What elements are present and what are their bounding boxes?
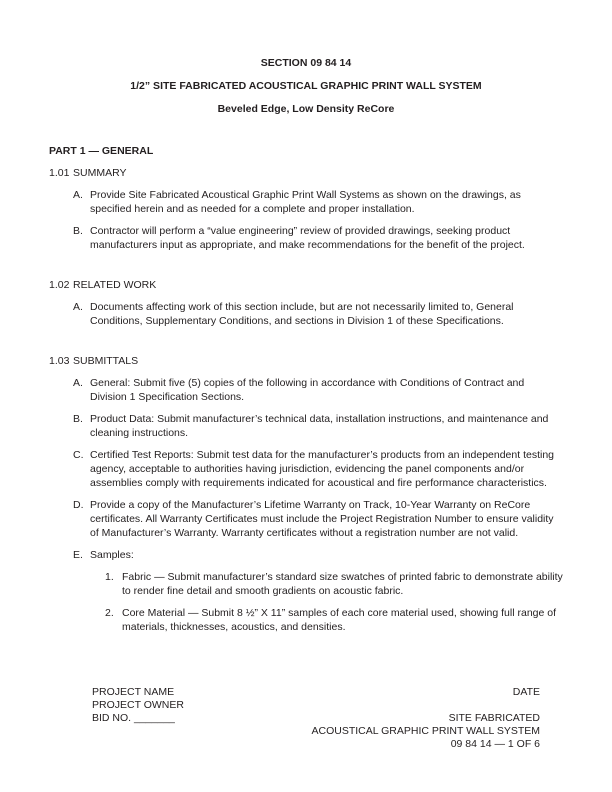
footer-right-line: SITE FABRICATED	[448, 712, 540, 724]
footer-right-line: 09 84 14 — 1 OF 6	[450, 738, 540, 750]
item-marker: A.	[73, 189, 83, 201]
section-number: 1.02	[49, 279, 70, 291]
spec-subitem	[90, 606, 563, 634]
spec-item	[49, 412, 563, 440]
section-number-heading: SECTION 09 84 14	[260, 57, 352, 69]
section-heading	[49, 166, 563, 180]
item-marker: D.	[73, 499, 84, 511]
item-marker: B.	[73, 413, 83, 425]
section-heading	[49, 278, 563, 292]
item-text: Provide Site Fabricated Acoustical Graphic Print Wall Systems as shown on the drawings, as specified herein and as needed for a complete and proper installation.	[90, 189, 521, 215]
document-subtitle: Beveled Edge, Low Density ReCore	[217, 103, 395, 115]
part-heading: PART 1 — GENERAL	[49, 145, 154, 157]
item-marker: E.	[73, 549, 83, 561]
item-marker: 2.	[105, 607, 114, 619]
item-text: Fabric — Submit manufacturer’s standard size swatches of printed fabric to demonstrate ability to render fine detail and smooth gradients on acoustic fabric.	[122, 571, 563, 597]
item-marker: C.	[73, 449, 84, 461]
spec-item	[49, 548, 563, 634]
section-title: RELATED WORK	[73, 279, 157, 291]
spec-item	[49, 376, 563, 404]
item-text: Core Material — Submit 8 ½” X 11” samples of each core material used, showing full range of materials, thicknesses, acoustics, and densities.	[122, 607, 557, 633]
section-title: SUBMITTALS	[73, 355, 139, 367]
page-footer	[92, 686, 540, 751]
item-text: Provide a copy of the Manufacturer’s Lifetime Warranty on Track, 10-Year Warranty on ReCore certificates. All Warranty Certificates must include the Project Registration Number to ensure validity of Manufacturer’s Warranty. Warranty certificates without a registration number are not valid.	[90, 499, 554, 539]
spec-section	[49, 354, 563, 634]
footer-project-block	[92, 686, 184, 725]
footer-left-line: PROJECT OWNER	[92, 699, 184, 711]
section-number: 1.03	[49, 355, 70, 367]
item-text: Documents affecting work of this section include, but are not necessarily limited to, General Conditions, Supplementary Conditions, and sections in Division 1 of these Specifications.	[90, 301, 514, 327]
footer-left-line: PROJECT NAME	[92, 686, 175, 698]
spec-subitem	[90, 570, 563, 598]
footer-left-line: BID NO. _______	[92, 712, 175, 724]
sections-container	[49, 166, 563, 634]
item-marker: A.	[73, 377, 83, 389]
item-marker: A.	[73, 301, 83, 313]
item-marker: 1.	[105, 571, 114, 583]
section-heading	[49, 354, 563, 368]
spec-item	[49, 448, 563, 490]
document-title: 1/2” SITE FABRICATED ACOUSTICAL GRAPHIC PRINT WALL SYSTEM	[130, 80, 482, 92]
document-header	[49, 56, 563, 116]
spec-section	[49, 166, 563, 252]
item-text: Certified Test Reports: Submit test data for the manufacturer’s products from an independent testing agency, acceptable to authorities having jurisdiction, evidencing the panel components and/or assemblies comply with requirements indicated for acoustical and fire performance characteristics.	[90, 449, 554, 489]
footer-right-line: DATE	[512, 686, 540, 698]
item-text: General: Submit five (5) copies of the following in accordance with Conditions of Contract and Division 1 Specification Sections.	[90, 377, 525, 403]
item-text: Samples:	[90, 549, 134, 561]
spec-section	[49, 278, 563, 328]
section-number: 1.01	[49, 167, 70, 179]
section-title: SUMMARY	[73, 167, 127, 179]
item-marker: B.	[73, 225, 83, 237]
spec-item	[49, 498, 563, 540]
spec-item	[49, 300, 563, 328]
spec-item	[49, 224, 563, 252]
footer-document-block	[311, 686, 540, 751]
spec-item	[49, 188, 563, 216]
footer-right-line: ACOUSTICAL GRAPHIC PRINT WALL SYSTEM	[311, 725, 540, 737]
item-text: Contractor will perform a “value engineering” review of provided drawings, seeking product manufacturers input as appropriate, and make recommendations for the benefit of the project.	[90, 225, 525, 251]
footer-right-line	[311, 699, 540, 712]
item-text: Product Data: Submit manufacturer’s technical data, installation instructions, and maintenance and cleaning instructions.	[90, 413, 549, 439]
